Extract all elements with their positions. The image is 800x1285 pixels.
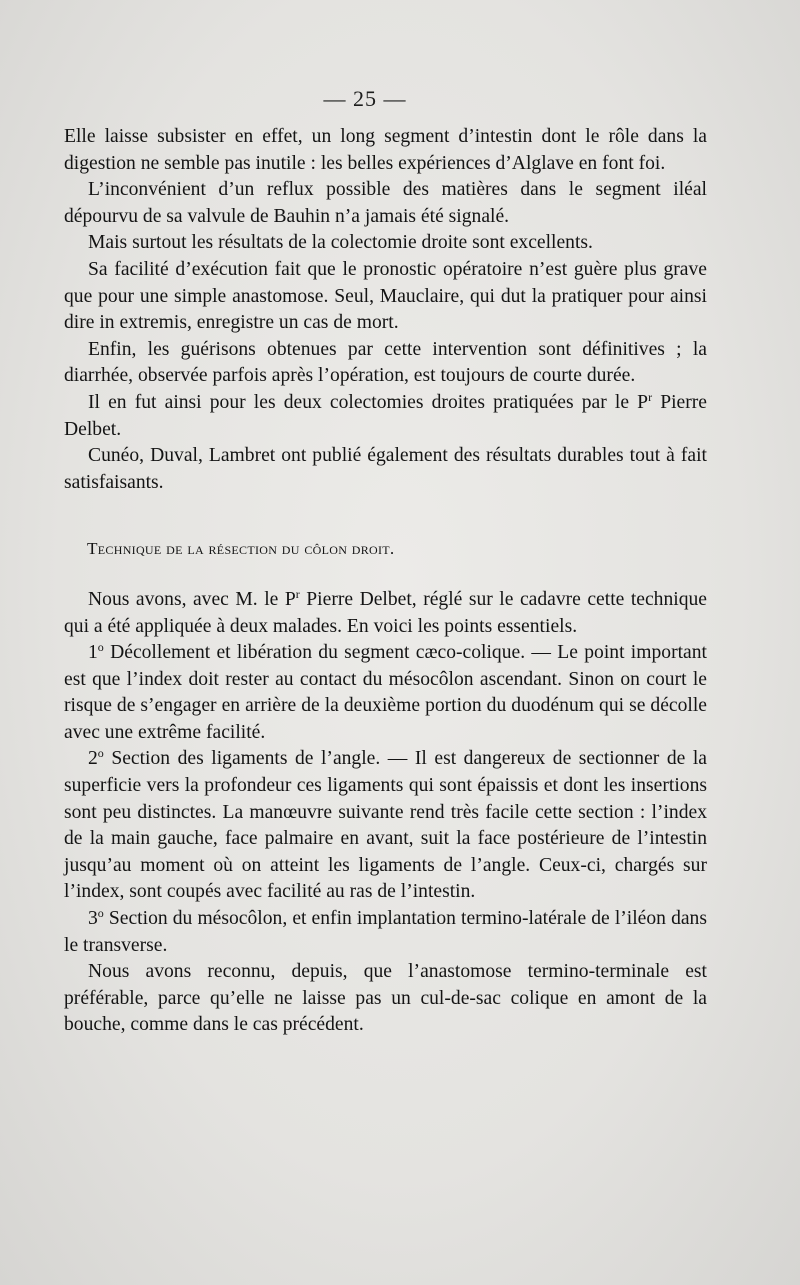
step-number: 2 (88, 748, 98, 770)
step-text: Section des ligaments de l’angle. — Il est dangereux de sectionner de la superficie vers la profondeur ces ligaments qui sont épaissis et dont les insertions sont peu distinctes. La manœuvre suivante rend très facile cette section : l’index de la main gauche, face palmaire en avant, suit la face postérieure de l’intestin jusqu’au moment où on atteint les ligaments de l’angle. Ceux-ci, chargés sur l’index, sont coupés avec facilité au ras de l’intestin. (64, 748, 707, 903)
step-paragraph (64, 906, 707, 959)
step-text: Section du mésocôlon, et enfin implantation termino-latérale de l’iléon dans le transverse. (64, 908, 707, 956)
paragraph: Mais surtout les résultats de la colectomie droite sont excellents. (88, 232, 593, 254)
step-number-superscript: o (97, 640, 104, 655)
page-number: — 25 — (323, 86, 407, 111)
paragraph-method (64, 587, 707, 640)
paragraph: Elle laisse subsister en effet, un long segment d’intestin dont le rôle dans la digestion ne semble pas inutile : les belles expériences d’Alglave en font foi. (64, 126, 707, 174)
title-abbreviation: P (284, 588, 296, 610)
paragraph: Sa facilité d’exécution fait que le pronostic opératoire n’est guère plus grave que pour une simple anastomose. Seul, Mauclaire, qui dut la pratiquer pour ainsi dire in extremis, enregistre un cas de mort. (64, 258, 707, 334)
paragraph-delbet (64, 390, 707, 443)
step-number: 3 (88, 908, 98, 930)
step-paragraph (64, 640, 707, 746)
section-heading: Technique de la résection du côlon droit. (87, 539, 395, 559)
paragraph: Cunéo, Duval, Lambret ont publié également des résultats durables tout à fait satisfaisants. (64, 445, 707, 493)
step-text: Décollement et libération du segment cæco-colique. — Le point important est que l’index doit rester au contact du mésocôlon ascendant. Sinon on court le risque de s’engager en arrière de la deuxième portion du duodénum qui se décolle avec une extrême facilité. (64, 642, 707, 743)
paragraph: Nous avons reconnu, depuis, que l’anastomose termino-terminale est préférable, parce qu’elle ne laisse pas un cul-de-sac colique en amont de la bouche, comme dans le cas précédent. (64, 961, 707, 1036)
person-name: Pierre Delbet. (64, 391, 708, 440)
paragraph-text: Il en fut ainsi pour les deux colectomies droites pratiquées par le (88, 391, 630, 413)
body-text (64, 124, 707, 1039)
title-superscript: r (295, 586, 300, 601)
paragraph-text: Pierre Delbet, réglé sur le cadavre cette technique qui a été appliquée à deux malades. En voici les points essentiels. (64, 588, 708, 637)
paragraph-text: Nous avons, avec M. le (88, 588, 279, 610)
step-paragraph (64, 746, 707, 906)
title-abbreviation: P (637, 391, 649, 413)
step-number-superscript: o (97, 906, 104, 921)
step-number: 1 (88, 642, 98, 664)
title-superscript: r (648, 389, 653, 404)
paragraph: Enfin, les guérisons obtenues par cette intervention sont définitives ; la diarrhée, observée parfois après l’opération, est toujours de courte durée. (64, 338, 707, 387)
step-number-superscript: o (97, 746, 104, 761)
paragraph: L’inconvénient d’un reflux possible des matières dans le segment iléal dépourvu de sa valvule de Bauhin n’a jamais été signalé. (64, 179, 707, 227)
